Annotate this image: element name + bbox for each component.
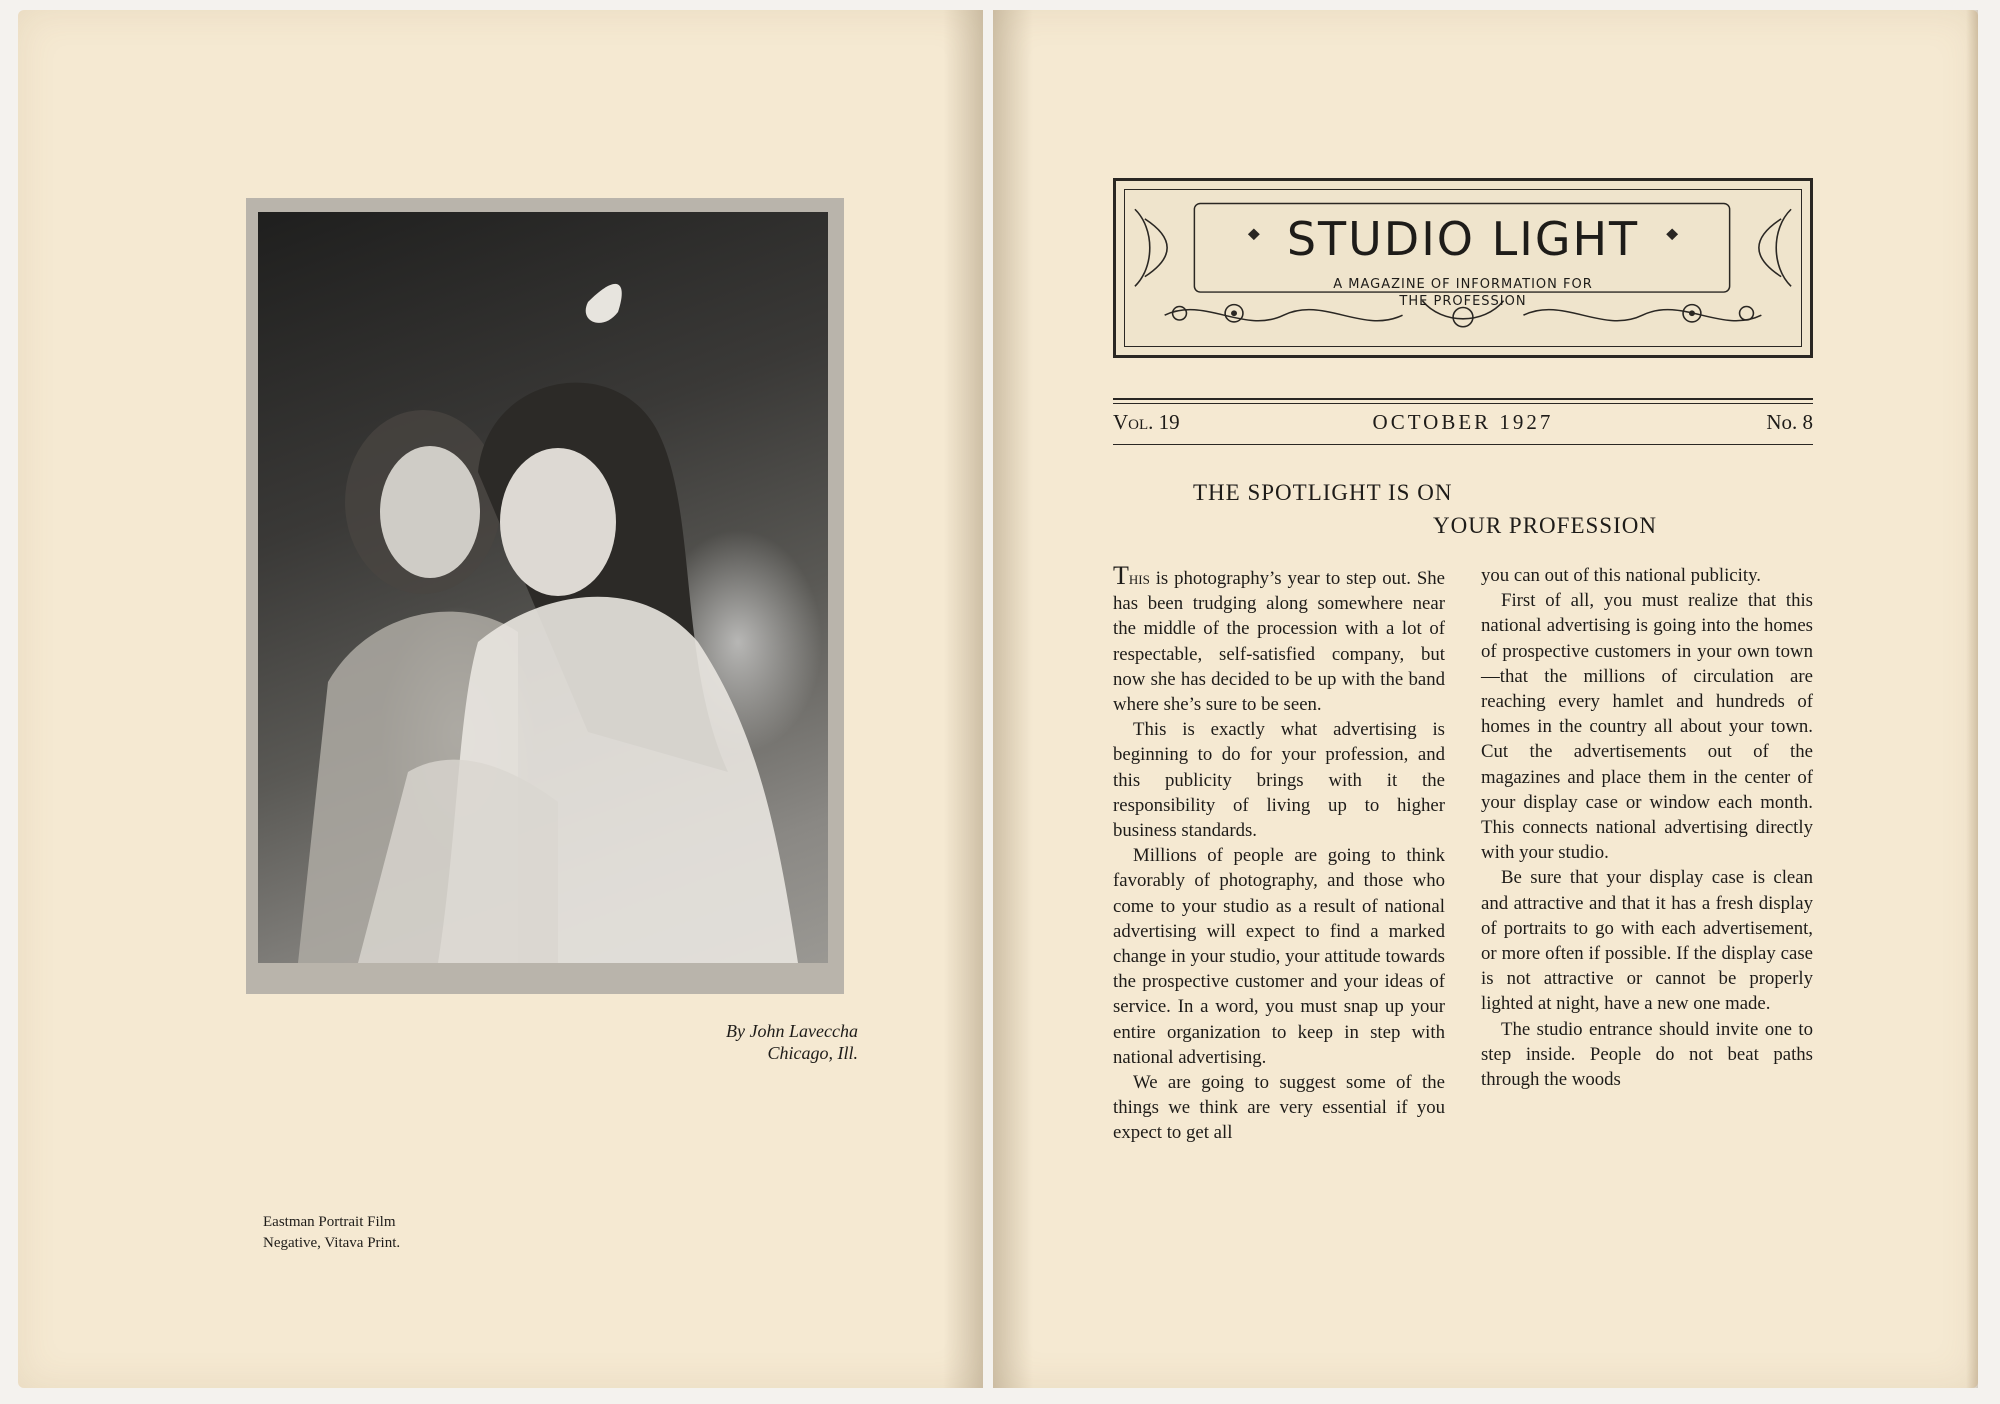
divider-rule [1113,403,1813,404]
right-page [993,10,1978,1388]
paragraph: Be sure that your display case is clean and attractive and that it has a fresh display of portraits to go with each advertisement, or more often if possible. If the display case is not attractive or cannot be properly lighted at night, have a new one made. [1481,867,1813,1015]
divider-rule [1113,398,1813,400]
print-note-line2: Negative, Vitava Print. [263,1235,401,1251]
headline-line1: THE SPOTLIGHT IS ON [1193,480,1453,505]
masthead-subtitle [1125,276,1801,310]
issue-date: OCTOBER 1927 [1372,410,1554,434]
paragraph: First of all, you must realize that this national advertising is going into the homes of prospective customers in your own town —that the millions of circulation are reaching every hamlet and hundreds of homes in the country all about your town. Cut the advertisements out of the magazines and place them in the center of your display case or window each month. This connects national advertising directly with your studio. [1481,590,1813,864]
masthead-title: STUDIO LIGHT [1286,212,1640,266]
gutter-shadow [993,10,1033,1388]
paragraph: This is exactly what advertising is beginning to do for your profession, and this publicity brings with it the responsibility of living up to higher business standards. [1113,719,1445,842]
gutter-shadow [943,10,983,1388]
print-note [263,1212,563,1254]
masthead-inner-border [1124,189,1802,347]
credit-location: Chicago, Ill. [767,1043,858,1063]
lead-in: his [1128,568,1150,589]
portrait-photo [258,212,828,963]
masthead [1113,178,1813,358]
article-column-2 [1481,563,1813,1092]
divider-rule [1113,444,1813,445]
credit-name: By John Laveccha [726,1021,858,1041]
paragraph [1113,563,1445,717]
photo-credit [578,1020,858,1064]
paragraph: The studio entrance should invite one to step inside. People do not beat paths through the woods [1481,1018,1813,1091]
magazine-spread [18,10,1978,1388]
article-column-1 [1113,563,1445,1146]
paragraph: Millions of people are going to think favorably of photography, and those who come to your studio as a result of national advertising will expect to find a marked change in your studio, your attitude towards the prospective customer and your ideas of service. In a word, you must snap up your entire organization to keep in step with national advertising. [1113,845,1445,1068]
photo-frame [246,198,844,994]
portrait-figures [258,212,828,963]
headline-line2: YOUR PROFESSION [1433,513,1657,538]
issue-number: No. 8 [1766,410,1813,434]
paragraph: We are going to suggest some of the things we think are very essential if you expect to get all [1113,1072,1445,1144]
print-note-line1: Eastman Portrait Film [263,1214,396,1230]
issue-info [1113,410,1813,440]
masthead-subtitle-line2: THE PROFESSION [1399,294,1527,309]
page-edge-shadow [1966,10,1978,1388]
drop-cap: T [1113,561,1129,590]
paragraph: you can out of this national publicity. [1481,565,1761,586]
paragraph-text: is photography’s year to step out. She has been trudging along somewhere near the middle of the procession with a lot of respectable, self-satisfied company, but now she has decided to be up with the band where she’s sure to be seen. [1113,568,1445,716]
left-page [18,10,983,1388]
masthead-subtitle-line1: A MAGAZINE OF INFORMATION FOR [1333,277,1593,292]
volume-label: Vol. 19 [1113,410,1180,434]
